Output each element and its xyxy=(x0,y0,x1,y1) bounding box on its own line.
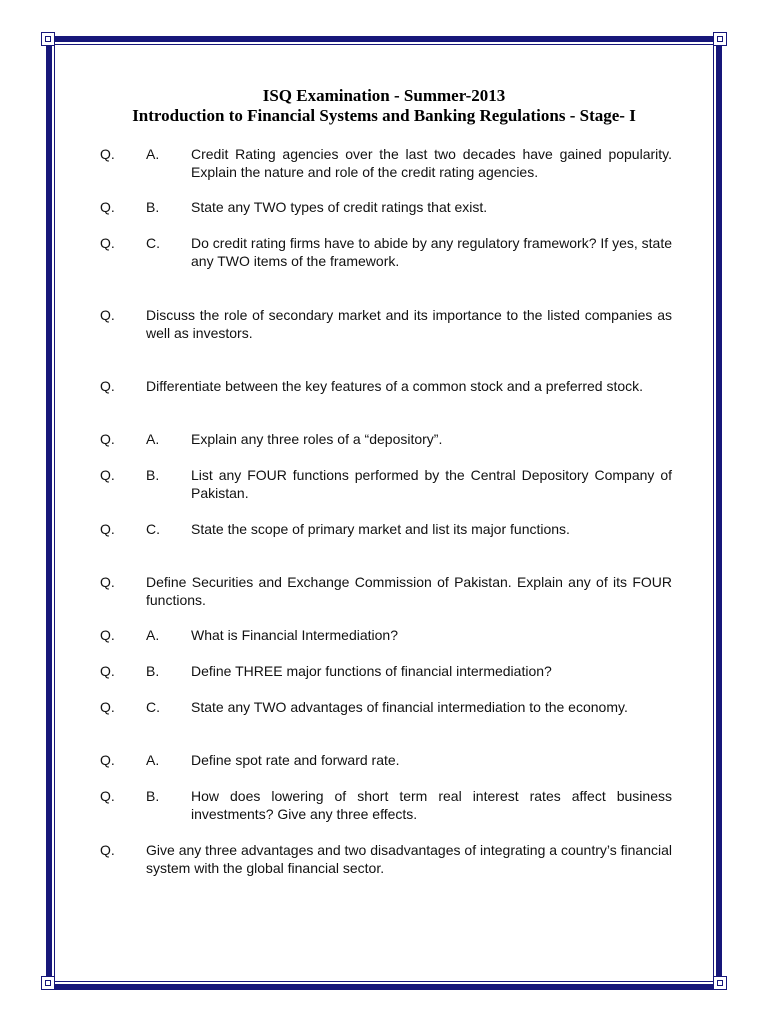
question-label: Q. xyxy=(100,842,115,858)
question-item xyxy=(100,787,672,823)
question-label: Q. xyxy=(100,521,115,537)
question-item xyxy=(100,198,672,216)
question-label: Q. xyxy=(100,378,115,394)
question-item xyxy=(100,573,672,609)
corner-ornament xyxy=(713,32,727,46)
corner-ornament xyxy=(41,32,55,46)
question-text: Define spot rate and forward rate. xyxy=(191,752,400,768)
question-label: Q. xyxy=(100,752,115,768)
question-part: B. xyxy=(146,467,160,483)
question-item xyxy=(100,466,672,502)
question-item xyxy=(100,145,672,181)
question-label: Q. xyxy=(100,699,115,715)
exam-subtitle: Introduction to Financial Systems and Banking Regulations - Stage- I xyxy=(132,106,636,125)
question-label: Q. xyxy=(100,574,115,590)
question-part: B. xyxy=(146,663,160,679)
question-part: C. xyxy=(146,235,160,251)
question-text: State any TWO types of credit ratings that exist. xyxy=(191,199,488,215)
question-part: C. xyxy=(146,699,160,715)
question-label: Q. xyxy=(100,307,115,323)
question-text: Do credit rating firms have to abide by any regulatory framework? If yes, state any TWO items of the framework. xyxy=(191,235,672,269)
question-item xyxy=(100,306,672,342)
exam-title: ISQ Examination - Summer-2013 xyxy=(262,86,506,105)
question-text: What is Financial Intermediation? xyxy=(191,627,398,643)
question-item xyxy=(100,430,672,448)
question-text: Define Securities and Exchange Commission of Pakistan. Explain any of its FOUR functions. xyxy=(146,574,672,608)
question-label: Q. xyxy=(100,146,115,162)
question-text: How does lowering of short term real interest rates affect business investments? Give any three effects. xyxy=(191,788,672,822)
question-part: A. xyxy=(146,146,160,162)
question-text: Explain any three roles of a “depository”. xyxy=(191,431,443,447)
question-part: C. xyxy=(146,521,160,537)
question-part: B. xyxy=(146,199,160,215)
question-part: A. xyxy=(146,752,160,768)
question-item xyxy=(100,841,672,877)
corner-ornament xyxy=(41,976,55,990)
question-text: Discuss the role of secondary market and its importance to the listed companies as well as investors. xyxy=(146,307,672,341)
question-item xyxy=(100,520,672,538)
question-label: Q. xyxy=(100,431,115,447)
question-item xyxy=(100,377,672,395)
question-item xyxy=(100,662,672,680)
question-text: State any TWO advantages of financial intermediation to the economy. xyxy=(191,699,628,715)
question-part: A. xyxy=(146,431,160,447)
question-part: B. xyxy=(146,788,160,804)
question-text: Define THREE major functions of financial intermediation? xyxy=(191,663,552,679)
question-text: List any FOUR functions performed by the Central Depository Company of Pakistan. xyxy=(191,467,672,501)
question-item xyxy=(100,751,672,769)
question-label: Q. xyxy=(100,663,115,679)
question-label: Q. xyxy=(100,627,115,643)
question-label: Q. xyxy=(100,788,115,804)
question-label: Q. xyxy=(100,467,115,483)
question-text: Differentiate between the key features of a common stock and a preferred stock. xyxy=(146,378,644,394)
question-text: Credit Rating agencies over the last two decades have gained popularity. Explain the nature and role of the credit rating agencies. xyxy=(191,146,672,180)
corner-ornament xyxy=(713,976,727,990)
question-text: State the scope of primary market and list its major functions. xyxy=(191,521,570,537)
question-item xyxy=(100,698,672,716)
question-label: Q. xyxy=(100,199,115,215)
question-item xyxy=(100,234,672,270)
question-label: Q. xyxy=(100,235,115,251)
question-part: A. xyxy=(146,627,160,643)
question-text: Give any three advantages and two disadvantages of integrating a country’s financial system with the global financial sector. xyxy=(146,842,672,876)
question-item xyxy=(100,626,672,644)
